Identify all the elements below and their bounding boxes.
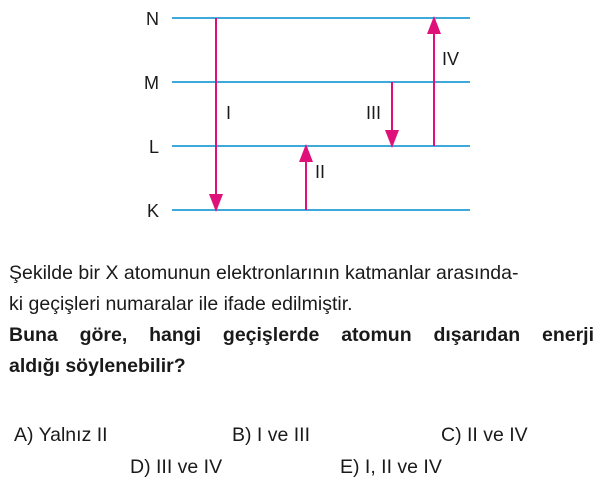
option-a[interactable]: A) Yalnız II — [14, 424, 108, 446]
intro-line-2: ki geçişleri numaralar ile ifade edilmiştir. — [9, 293, 353, 315]
transition-label-iv: IV — [442, 49, 460, 69]
question-prompt — [9, 320, 594, 382]
question-line-1: Buna göre, hangi geçişlerde atomun dışarıdan enerji — [9, 324, 594, 346]
energy-level-diagram — [0, 0, 603, 235]
transition-label-ii: II — [315, 162, 326, 182]
question-line-2: aldığı söylenebilir? — [9, 355, 186, 377]
level-label-l: L — [149, 137, 160, 157]
transition-label-iii: III — [366, 103, 382, 123]
transition-label-i: I — [226, 103, 232, 123]
option-c[interactable]: C) II ve IV — [441, 424, 528, 446]
level-label-n: N — [146, 9, 159, 29]
level-label-k: K — [147, 201, 160, 221]
intro-line-1: Şekilde bir X atomunun elektronlarının katmanlar arasında- — [9, 262, 519, 284]
question-intro — [9, 258, 594, 320]
level-label-m: M — [144, 73, 159, 93]
option-b[interactable]: B) I ve III — [232, 424, 311, 446]
option-e[interactable]: E) I, II ve IV — [340, 456, 442, 478]
option-d[interactable]: D) III ve IV — [130, 456, 223, 478]
